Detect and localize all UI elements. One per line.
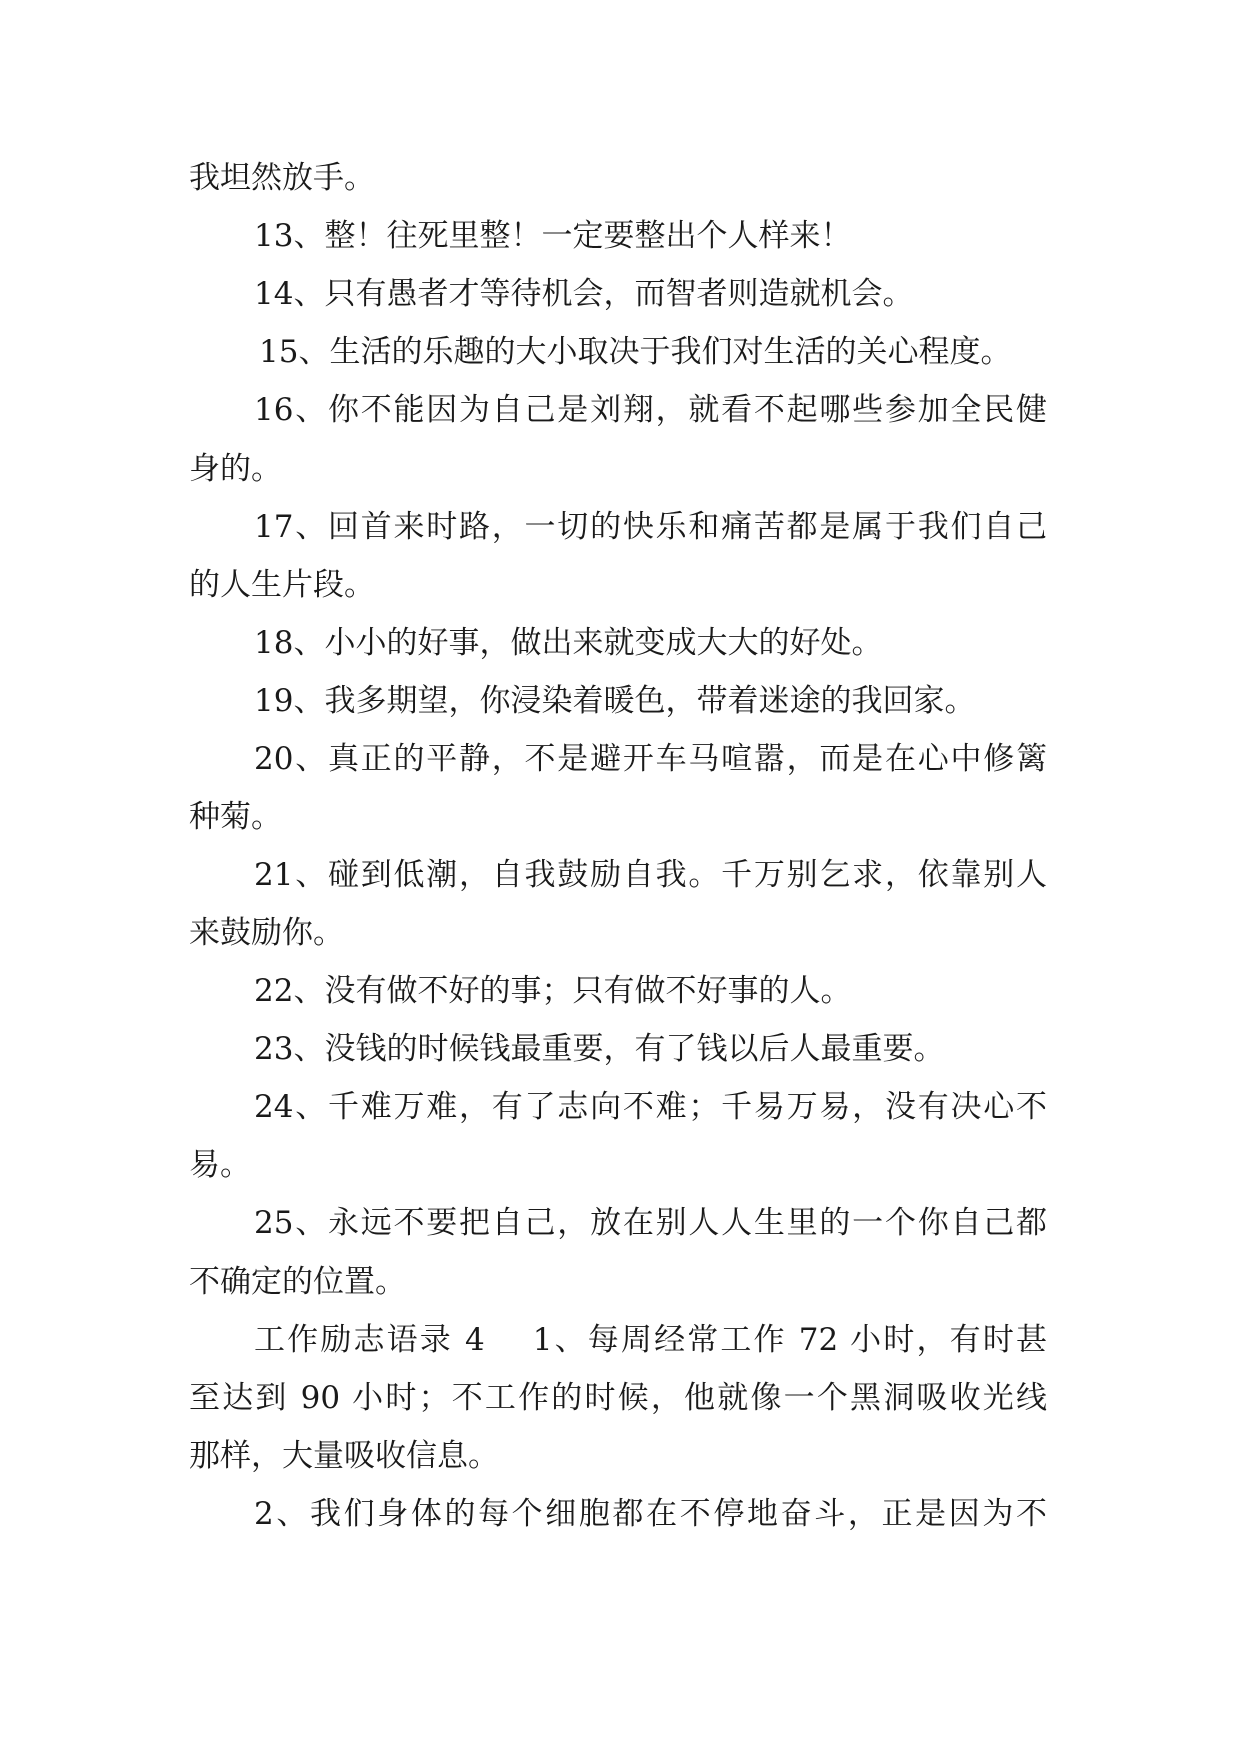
paragraph-line: 身的。 xyxy=(189,451,282,487)
paragraph-line: 17、回首来时路，一切的快乐和痛苦都是属于我们自己 xyxy=(254,509,1047,545)
paragraph-line: 13、整！往死里整！一定要整出个人样来！ xyxy=(254,218,852,254)
section-heading: 工作励志语录 4 xyxy=(254,1322,485,1358)
paragraph-line: 21、碰到低潮，自我鼓励自我。千万别乞求，依靠别人 xyxy=(254,857,1047,893)
paragraph-line: 不确定的位置。 xyxy=(189,1264,406,1300)
paragraph-line: 那样，大量吸收信息。 xyxy=(189,1438,499,1474)
paragraph-line: 18、小小的好事，做出来就变成大大的好处。 xyxy=(254,625,883,661)
paragraph-line: 23、没钱的时候钱最重要，有了钱以后人最重要。 xyxy=(254,1031,945,1067)
paragraph-line: 至达到 90 小时；不工作的时候，他就像一个黑洞吸收光线 xyxy=(189,1380,1047,1416)
paragraph-line: 20、真正的平静，不是避开车马喧嚣，而是在心中修篱 xyxy=(254,741,1047,777)
paragraph-line: 14、只有愚者才等待机会，而智者则造就机会。 xyxy=(254,276,914,312)
paragraph-line: 15、生活的乐趣的大小取决于我们对生活的关心程度。 xyxy=(259,334,1012,370)
section-heading-line xyxy=(254,1316,1047,1364)
paragraph-line: 24、千难万难，有了志向不难；千易万易，没有决心不 xyxy=(254,1089,1047,1125)
paragraph-line: 25、永远不要把自己，放在别人人生里的一个你自己都 xyxy=(254,1205,1047,1241)
paragraph-line: 22、没有做不好的事；只有做不好事的人。 xyxy=(254,973,852,1009)
paragraph-line: 19、我多期望，你浸染着暖色，带着迷途的我回家。 xyxy=(254,683,976,719)
paragraph-line: 2、我们身体的每个细胞都在不停地奋斗，正是因为不 xyxy=(254,1496,1047,1532)
paragraph-line: 种菊。 xyxy=(189,799,282,835)
paragraph-line: 的人生片段。 xyxy=(189,567,375,603)
paragraph-line: 我坦然放手。 xyxy=(189,160,375,196)
paragraph-line: 来鼓励你。 xyxy=(189,915,344,951)
section-first-line: 1、每周经常工作 72 小时，有时甚 xyxy=(532,1322,1047,1358)
paragraph-line: 16、你不能因为自己是刘翔，就看不起哪些参加全民健 xyxy=(254,392,1047,428)
paragraph-line: 易。 xyxy=(189,1147,251,1183)
